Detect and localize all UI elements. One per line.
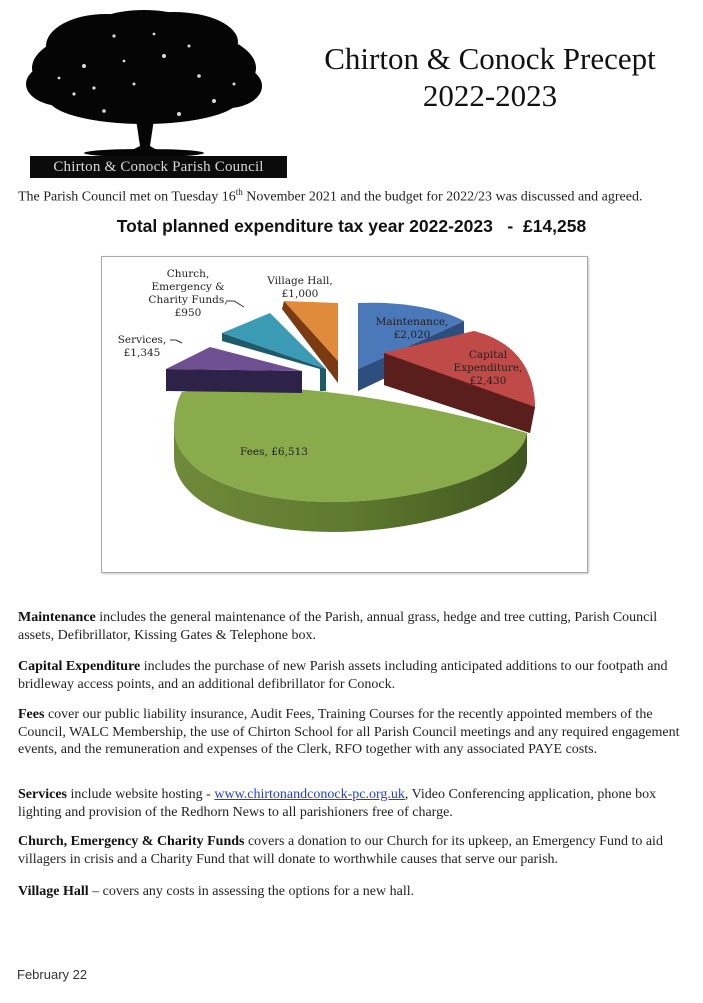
intro-sentence (18, 187, 698, 206)
text-services-before: include website hosting - (66, 787, 215, 802)
text-fees: cover our public liability insurance, Audit Fees, Training Courses for the recently appointed members of the Council, WALC Membership, the use of Chirton School for all Parish Council meetings and any required engagement events, and the remuneration and expenses of the Clerk, RFO together with any associated PAYE costs. (18, 707, 680, 757)
description-capital-expenditure (18, 658, 686, 693)
svg-text:Capital: Capital (468, 349, 508, 361)
term-church-funds: Church, Emergency & Charity Funds (18, 834, 245, 849)
intro-superscript: th (235, 187, 243, 197)
svg-text:Emergency &: Emergency & (151, 281, 225, 293)
label-church-funds (148, 268, 244, 319)
text-capital-expenditure: includes the purchase of new Parish assets including anticipated additions to our footpath and bridleway access points, and an additional defibrillator for Conock. (18, 659, 668, 692)
svg-text:Charity Funds,: Charity Funds, (148, 294, 228, 306)
page-title (290, 40, 690, 114)
chart-heading: Total planned expenditure tax year 2022-2023 - £14,258 (116, 216, 587, 236)
term-services: Services (18, 787, 67, 802)
pie-chart (101, 256, 588, 573)
label-services (118, 334, 182, 359)
label-village-hall (266, 275, 332, 300)
description-village-hall (18, 883, 686, 901)
svg-text:Fees, £6,513: Fees, £6,513 (240, 446, 308, 458)
website-link[interactable]: www.chirtonandconock-pc.org.uk (214, 787, 405, 802)
description-maintenance (18, 609, 686, 644)
svg-text:Maintenance,: Maintenance, (375, 316, 449, 328)
svg-text:Services,: Services, (117, 334, 167, 346)
description-fees (18, 706, 686, 759)
svg-text:£2,430: £2,430 (469, 375, 507, 387)
description-services (18, 786, 686, 821)
svg-text:Expenditure,: Expenditure, (453, 362, 523, 374)
text-services-after: , Video Conferencing application, phone box lighting and provision of the Redhorn News to all parishioners free of charge. (18, 787, 657, 820)
intro-text-after: November 2021 and the budget for 2022/23 was discussed and agreed. (242, 189, 643, 205)
svg-text:£1,345: £1,345 (123, 347, 161, 359)
term-village-hall: Village Hall (18, 884, 89, 899)
title-line-1: Chirton & Conock Precept (324, 41, 656, 76)
text-church-funds: covers a donation to our Church for its upkeep, an Emergency Fund to aid villagers in crisis and a Charity Fund that will donate to worthwhile causes that serve our parish. (18, 834, 663, 867)
description-church-funds (18, 833, 686, 868)
pie-chart-svg (102, 257, 587, 572)
parish-council-logo (14, 6, 274, 174)
text-maintenance: includes the general maintenance of the Parish, annual grass, hedge and tree cutting, Parish Council assets, Defibrillator, Kissing Gates & Telephone box. (18, 610, 658, 643)
logo-banner: Chirton & Conock Parish Council (30, 156, 287, 178)
term-capital-expenditure: Capital Expenditure (18, 659, 141, 674)
svg-text:£2,020: £2,020 (393, 329, 431, 341)
term-fees: Fees (18, 707, 45, 722)
intro-text: The Parish Council met on Tuesday 16 (18, 189, 236, 205)
text-village-hall: – covers any costs in assessing the options for a new hall. (88, 884, 415, 899)
svg-text:£950: £950 (174, 307, 202, 319)
term-maintenance: Maintenance (18, 610, 96, 625)
footer-date: February 22 (17, 967, 88, 982)
svg-text:£1,000: £1,000 (281, 288, 319, 300)
svg-text:Village Hall,: Village Hall, (267, 275, 333, 287)
oak-tree-icon (14, 6, 274, 156)
title-line-2: 2022-2023 (422, 78, 558, 113)
svg-text:Church,: Church, (166, 268, 210, 280)
